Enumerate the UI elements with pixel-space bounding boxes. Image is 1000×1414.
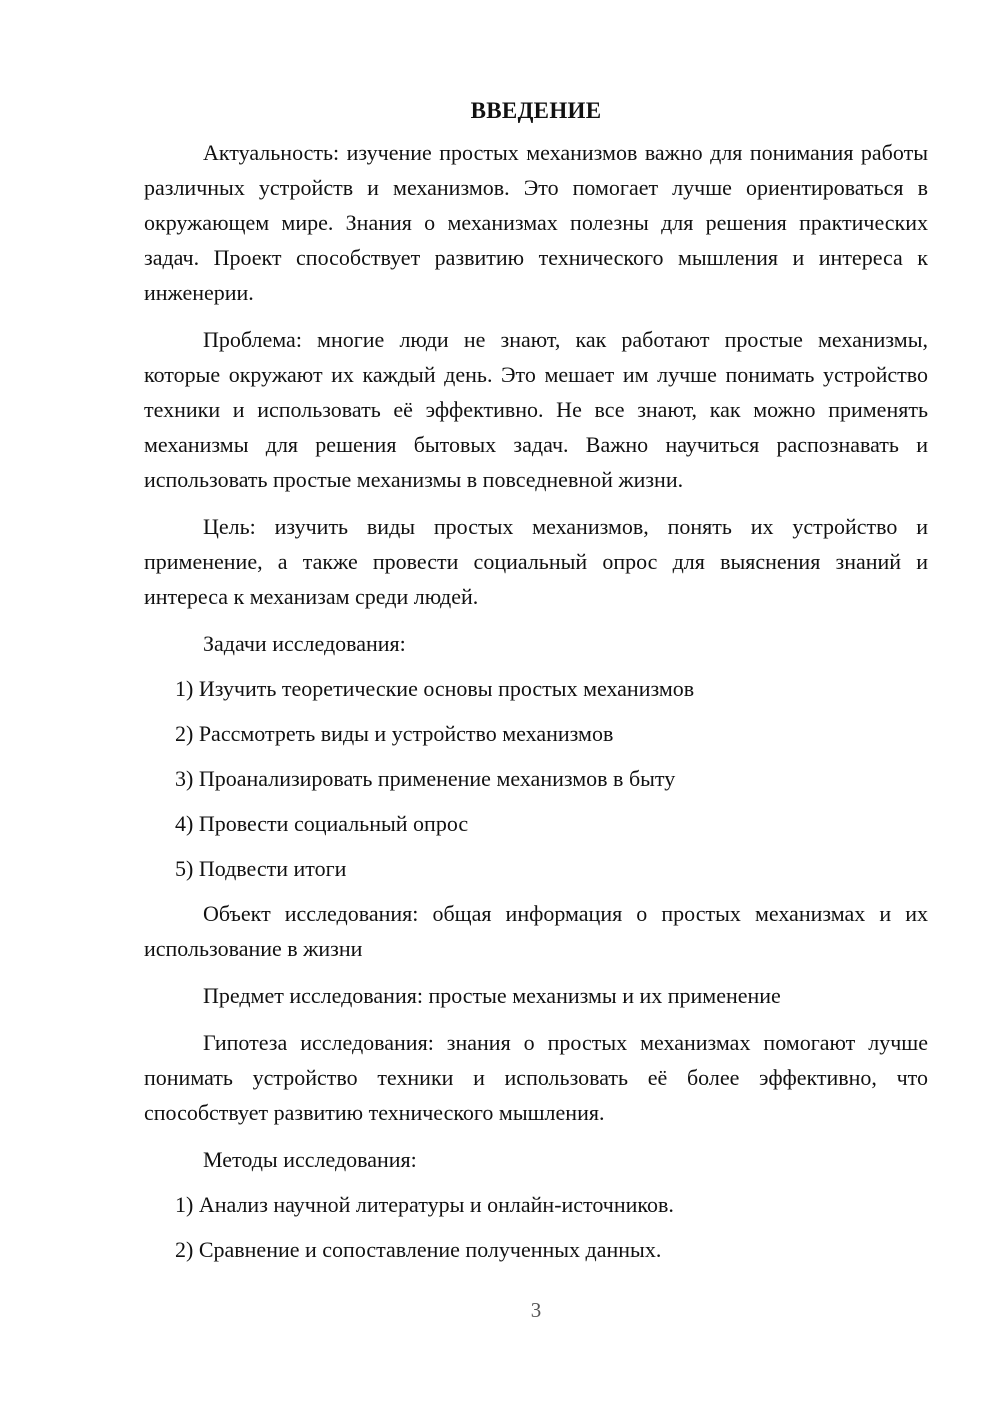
list-item: 3) Проанализировать применение механизмов в быту: [175, 766, 676, 791]
goal-paragraph: Цель: изучить виды простых механизмов, понять их устройство и применение, а также провести социальный опрос для выяснения знаний и интереса к механизам среди людей.: [144, 514, 928, 609]
list-item: 5) Подвести итоги: [175, 856, 347, 881]
tasks-list: [144, 671, 928, 886]
hypothesis-paragraph: Гипотеза исследования: знания о простых механизмах помогают лучше понимать устройство техники и использовать её более эффективно, что способствует развитию технического мышления.: [144, 1030, 928, 1125]
problem-paragraph: Проблема: многие люди не знают, как работают простые механизмы, которые окружают их каждый день. Это мешает им лучше понимать устройство техники и использовать её эффективно. Не все знают, как можно применять механизмы для решения бытовых задач. Важно научиться распознавать и использовать простые механизмы в повседневной жизни.: [144, 327, 928, 492]
page-title: ВВЕДЕНИЕ: [470, 98, 602, 123]
methods-heading: Методы исследования:: [203, 1147, 417, 1172]
list-item: 1) Изучить теоретические основы простых механизмов: [175, 676, 695, 701]
tasks-heading: Задачи исследования:: [203, 631, 406, 656]
page-number: 3: [530, 1298, 542, 1322]
relevance-paragraph: Актуальность: изучение простых механизмов важно для понимания работы различных устройств и механизмов. Это помогает лучше ориентироваться в окружающем мире. Знания о механизмах полезны для решения практических задач. Проект способствует развитию технического мышления и интереса к инженерии.: [144, 140, 928, 305]
methods-list: [144, 1187, 928, 1267]
list-item: 1) Анализ научной литературы и онлайн-источников.: [175, 1192, 674, 1217]
list-item: 4) Провести социальный опрос: [175, 811, 469, 836]
subject-paragraph: Предмет исследования: простые механизмы и их применение: [203, 983, 781, 1008]
object-paragraph: Объект исследования: общая информация о простых механизмах и их использование в жизни: [144, 901, 928, 961]
list-item: 2) Сравнение и сопоставление полученных данных.: [175, 1237, 662, 1262]
list-item: 2) Рассмотреть виды и устройство механизмов: [175, 721, 614, 746]
document-page: [144, 96, 928, 1277]
